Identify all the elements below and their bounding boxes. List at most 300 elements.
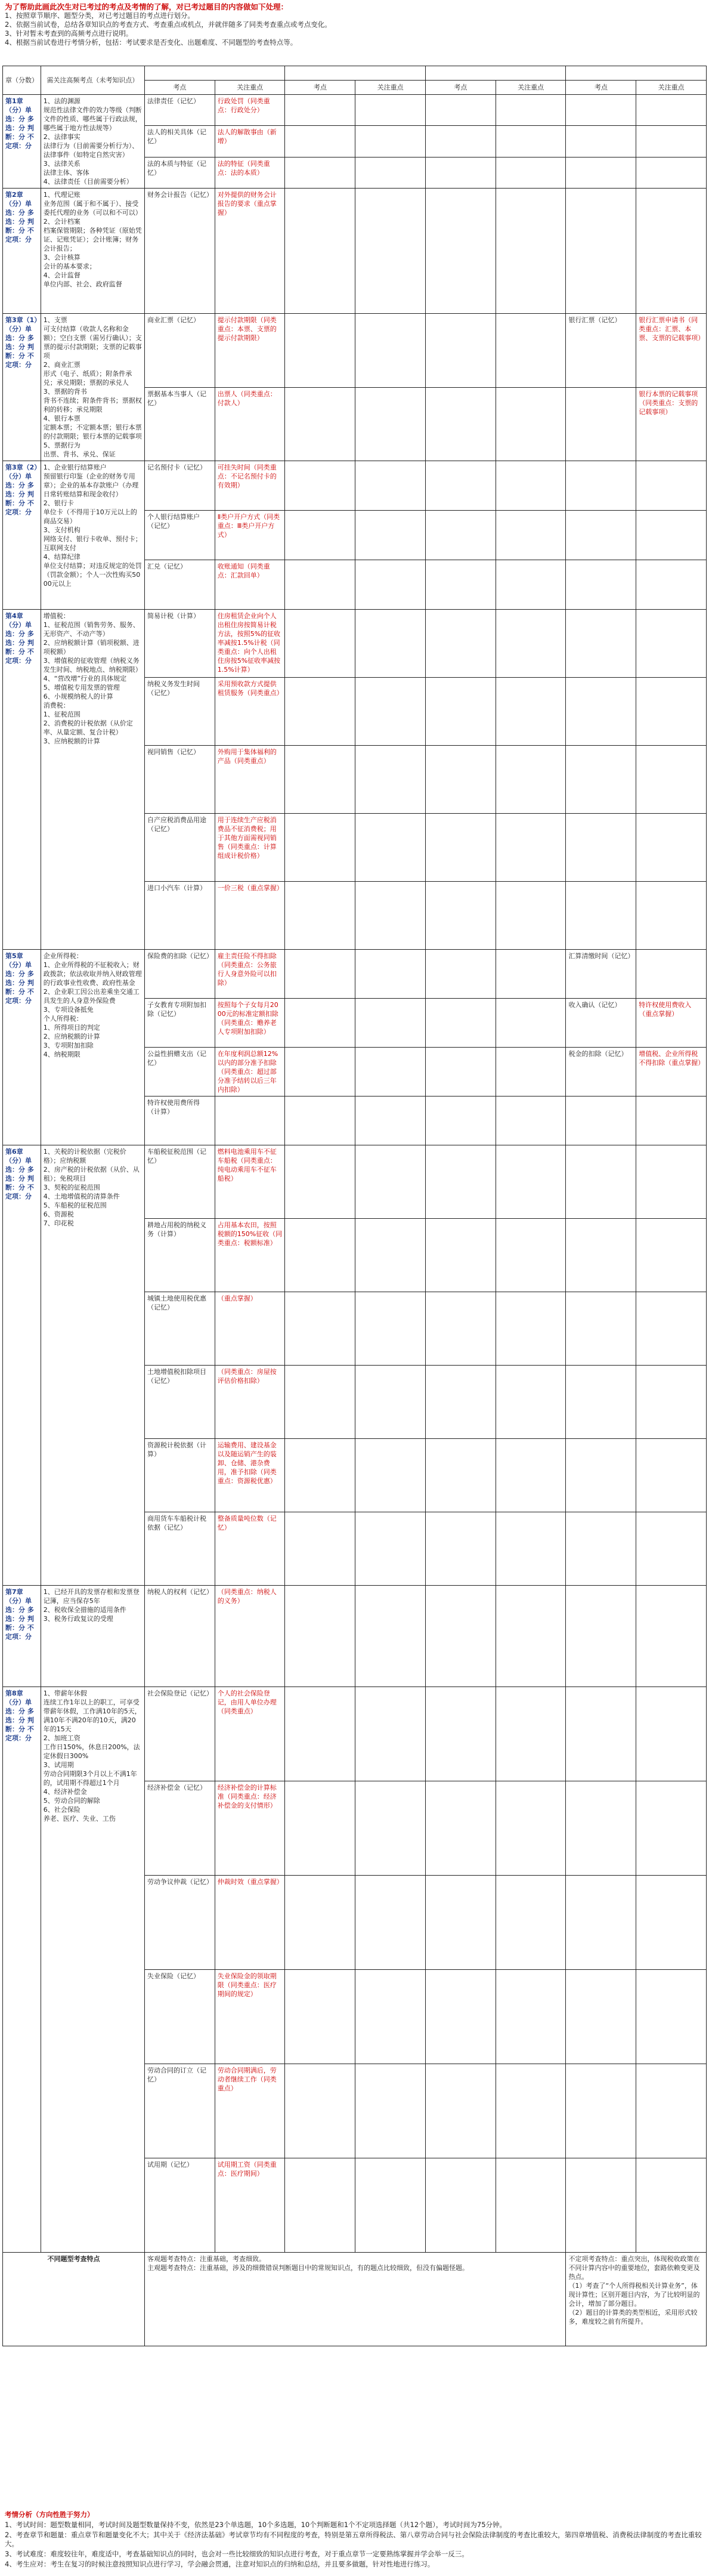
judge-kp-cell [425, 511, 496, 560]
judge-kp-cell [425, 999, 496, 1048]
kp-cell [144, 610, 215, 678]
judge-focus-cell [496, 999, 566, 1048]
judge-kp-cell [425, 610, 496, 678]
indef-kp-cell [566, 2158, 636, 2253]
indef-focus-cell [636, 387, 707, 461]
subheader-focus: 关注重点 [496, 81, 566, 95]
indef-focus-cell [636, 1366, 707, 1439]
focus-cell-text: 一价三税（重点掌握） [217, 884, 283, 892]
multi-kp-cell [285, 1586, 355, 1687]
indef-focus-cell [636, 157, 707, 188]
judge-focus-cell [496, 511, 566, 560]
kp-cell [144, 1439, 215, 1512]
multi-kp-cell [285, 1439, 355, 1512]
multi-kp-cell [285, 678, 355, 746]
multi-kp-cell [285, 126, 355, 157]
judge-focus-cell [496, 1512, 566, 1586]
judge-kp-cell [425, 1439, 496, 1512]
focus-cell-text: 对外提供的财务会计报告的要求（重点掌握） [217, 191, 277, 217]
chapter-cell: 第1章（分）单选：分 多选：分 判断：分 不定项：分 [3, 95, 41, 189]
judge-kp-cell [425, 189, 496, 314]
table-row [3, 189, 707, 314]
indef-focus-cell [636, 511, 707, 560]
footer-title: 考情分析（方向性胜于努力） [5, 2510, 94, 2519]
focus-cell-text: （同类重点：纳税人的义务） [217, 1588, 277, 1605]
kp-cell [144, 126, 215, 157]
kp-cell-text: 记名预付卡（记忆） [147, 464, 206, 471]
multi-focus-cell [355, 1219, 426, 1292]
focus-cell [215, 746, 285, 814]
kp-cell [144, 387, 215, 461]
indef-focus-cell [636, 610, 707, 678]
multi-focus-cell [355, 1586, 426, 1687]
focus-cell [215, 814, 285, 882]
indef-kp-cell [566, 1876, 636, 1970]
multi-kp-cell [285, 1366, 355, 1439]
multi-kp-cell [285, 1219, 355, 1292]
subheader-focus: 关注重点 [636, 81, 707, 95]
multi-kp-cell [285, 950, 355, 999]
focus-cell-text: 雇主责任险不得扣除（同类重点：公务旅行人身意外险可以扣除） [217, 952, 277, 987]
focus-cell [215, 999, 285, 1048]
indef-focus-cell [636, 126, 707, 157]
focus-cell-text: （同类重点：房屋按评估价格扣除） [217, 1368, 277, 1385]
subheader-focus: 关注重点 [215, 81, 285, 95]
header-single: 单选题 [144, 66, 285, 81]
focus-cell-text: 法的特征（同类重点：法的本质） [217, 159, 270, 177]
indef-kp-cell [566, 314, 636, 388]
judge-focus-cell [496, 1781, 566, 1876]
focus-cell [215, 1145, 285, 1219]
indef-kp-cell [566, 882, 636, 950]
table-row [3, 610, 707, 678]
kp-cell [144, 1048, 215, 1097]
kp-cell-text: 财务会计报告（记忆） [147, 191, 213, 199]
indef-kp-cell [566, 95, 636, 126]
kp-cell [144, 950, 215, 999]
multi-focus-cell [355, 126, 426, 157]
multi-focus-cell [355, 1048, 426, 1097]
intro-lead: 为了帮助此画此次生对已考过的考点及考情的了解，对已考过题目的内容做如下处理： [5, 2, 289, 11]
subheader-focus: 关注重点 [355, 81, 426, 95]
judge-focus-cell [496, 1970, 566, 2064]
judge-kp-cell [425, 746, 496, 814]
multi-kp-cell [285, 1097, 355, 1145]
multi-focus-cell [355, 560, 426, 610]
judge-focus-cell [496, 882, 566, 950]
footer-line: 1、考试时间：题型数量相同，考试时间及题型数量保持不变，依然是23个单选题，10个多选题，10个判断题和1个不定项选择题（共12个题），考试时间为75分钟。 [5, 2521, 507, 2529]
kp-cell-text: 自产应税消费品用途（记忆） [147, 816, 206, 833]
kp-cell-text: 商用货车车船税计税依据（记忆） [147, 1515, 206, 1531]
footer-line: 2、考查章节和题量：重点章节和题量变化不大；其中关于《经济法基础》考试章节均有不同程度的考查，特别是第五章所得税法、第八章劳动合同与社会保险法律制度的考查比重较大，第四章增值税、消费税法律制度的考查比重较大。 [5, 2531, 702, 2548]
judge-focus-cell [496, 950, 566, 999]
judge-focus-cell [496, 2064, 566, 2158]
judge-kp-cell [425, 95, 496, 126]
kp-cell-text: 个人银行结算账户（记忆） [147, 513, 200, 530]
judge-kp-cell [425, 1876, 496, 1970]
focus-cell [215, 1366, 285, 1439]
focus-cell [215, 189, 285, 314]
multi-focus-cell [355, 1366, 426, 1439]
focus-cell [215, 1876, 285, 1970]
subheader-kp: 考点 [566, 81, 636, 95]
focus-cell [215, 1048, 285, 1097]
judge-kp-cell [425, 2158, 496, 2253]
indef-focus-cell [636, 560, 707, 610]
kp-cell-text: 视同销售（记忆） [147, 748, 200, 756]
focus-cell-text: Ⅱ类户开户方式（同类重点：Ⅲ类户开户方式） [217, 513, 280, 539]
indef-kp-cell [566, 1512, 636, 1586]
indef-kp-cell [566, 814, 636, 882]
focus-cell-text: 仲裁时效（重点掌握） [217, 1878, 283, 1886]
focus-cell-text: 出票人（同类重点：付款人） [217, 390, 277, 407]
kp-cell-text: 劳动争议仲裁（记忆） [147, 1878, 213, 1886]
diff-label: 不同题型考查特点 [3, 2253, 145, 2346]
focus-cell-text: 行政处罚（同类重点：行政处分） [217, 97, 270, 114]
indef-focus-cell [636, 314, 707, 388]
judge-kp-cell [425, 560, 496, 610]
header-judge: 判断题 [425, 66, 566, 81]
focus-cell [215, 461, 285, 511]
multi-kp-cell [285, 95, 355, 126]
judge-focus-cell [496, 1145, 566, 1219]
header-indef: 不定项选择题 [566, 66, 707, 81]
indef-kp-cell [566, 999, 636, 1048]
subheader-kp: 考点 [144, 81, 215, 95]
chapter-cell: 第2章（分）单选：分 多选：分 判断：分 不定项：分 [3, 189, 41, 314]
kp-cell-text: 法律责任（记忆） [147, 97, 200, 105]
multi-kp-cell [285, 1970, 355, 2064]
focus-cell [215, 2064, 285, 2158]
kp-cell-text: 进口小汽车（计算） [147, 884, 206, 892]
kp-cell [144, 157, 215, 188]
judge-kp-cell [425, 882, 496, 950]
multi-focus-cell [355, 1876, 426, 1970]
judge-kp-cell [425, 1512, 496, 1586]
kp-cell [144, 882, 215, 950]
indef-focus-cell [636, 461, 707, 511]
judge-kp-cell [425, 1145, 496, 1219]
multi-focus-cell [355, 999, 426, 1048]
kp-cell [144, 1366, 215, 1439]
chapter-content-cell: 1、带薪年休假 连续工作1年以上的职工，可享受带薪年休假，工作满10年的5天，满10年不满20年的10天，满20年的15天 2、加班工资 工作日150%，休息日200%，法定休假日300% 3、试用期 劳动合同期限3个月以上不满1年的，试用期不得超过1个月 4、经济补偿金 5、劳动合同的解除 6、社会保险 养老、医疗、失业、工伤 [41, 1687, 144, 2253]
chapter-content-cell: 1、已经开具的发票存根和发票登记簿，应当保存5年 2、税收保全措施的适用条件 3、税务行政复议的受理 [41, 1586, 144, 1687]
focus-cell [215, 387, 285, 461]
judge-focus-cell [496, 95, 566, 126]
kp-cell [144, 1970, 215, 2064]
focus-cell-text: 整备质量吨位数（记忆） [217, 1515, 277, 1531]
indef-kp-cell-text: 汇算清缴时间（记忆） [568, 952, 634, 960]
indef-focus-cell [636, 2158, 707, 2253]
focus-cell [215, 2158, 285, 2253]
indef-focus-cell [636, 1586, 707, 1687]
intro-line: 4、根据当前试卷进行考情分析，包括：考试要求是否变化、出题难度、不同题型的考查特点等。 [5, 38, 298, 47]
indef-focus-cell [636, 1145, 707, 1219]
multi-focus-cell [355, 387, 426, 461]
table-row [3, 95, 707, 126]
kp-cell-text: 法的本质与特征（记忆） [147, 159, 206, 177]
judge-focus-cell [496, 1097, 566, 1145]
kp-cell-text: 试用期（记忆） [147, 2161, 193, 2169]
multi-focus-cell [355, 2064, 426, 2158]
focus-cell [215, 157, 285, 188]
indef-focus-cell-text: 银行本票的记载事项（同类重点：支票的记载事项） [639, 390, 698, 416]
intro-line: 3、针对暂未考查到的高频考点进行说明。 [5, 29, 133, 38]
kp-cell [144, 1781, 215, 1876]
footer-line: 4、考生应对：考生在复习的时候注意按照知识点进行学习，学会融会贯通，注意对知识点的归纳和总结，并且要多做题，针对性地进行练习。 [5, 2560, 435, 2568]
judge-focus-cell [496, 387, 566, 461]
indef-kp-cell [566, 1097, 636, 1145]
multi-focus-cell [355, 95, 426, 126]
kp-cell [144, 2064, 215, 2158]
judge-focus-cell [496, 610, 566, 678]
judge-kp-cell [425, 1366, 496, 1439]
multi-kp-cell [285, 1145, 355, 1219]
focus-cell-text: 按照每个子女每月2000元的标准定额扣除（同类重点：赡养老人专项附加扣除） [217, 1001, 278, 1036]
judge-kp-cell [425, 1048, 496, 1097]
table-row [3, 1687, 707, 1781]
kp-cell [144, 560, 215, 610]
kp-cell-text: 公益性捐赠支出（记忆） [147, 1050, 206, 1067]
indef-kp-cell [566, 461, 636, 511]
focus-cell-text: 失业保险金的领取期限（同类重点：医疗期间的规定） [217, 1972, 277, 1998]
multi-focus-cell [355, 1687, 426, 1781]
judge-kp-cell [425, 387, 496, 461]
kp-cell-text: 法人的相关具体（记忆） [147, 128, 206, 146]
judge-focus-cell [496, 560, 566, 610]
multi-kp-cell [285, 1687, 355, 1781]
indef-kp-cell [566, 1687, 636, 1781]
diff-text: 客观题考查特点：注重基础，考查细致。 主观题考查特点：注重基础，涉及的细微错误判断题目中的常规知识点，有的题点比较细致，但没有偏题怪题。 [144, 2253, 566, 2346]
judge-focus-cell [496, 126, 566, 157]
table-row [3, 950, 707, 999]
chapter-content-cell: 增值税： 1、征税范围（销售劳务、服务、无形资产、不动产等） 2、应纳税额计算（销项税额、进项税额） 3、增值税的征收管理（纳税义务发生时间、纳税地点、纳税期限） 4、“营改增”行业的具体规定 5、增值税专用发票的管理 6、小规模纳税人的计算 消费税： 1、征税范围 2、消费税的计税依据（从价定率、从量定额、复合计税） 3、应纳税额的计算 [41, 610, 144, 950]
chapter-cell: 第3章（2）（分）单选：分 多选：分 判断：分 不定项：分 [3, 461, 41, 610]
kp-cell-text: 纳税义务发生时间（记忆） [147, 680, 200, 697]
kp-cell [144, 1145, 215, 1219]
focus-cell [215, 560, 285, 610]
judge-kp-cell [425, 1781, 496, 1876]
indef-focus-cell [636, 189, 707, 314]
kp-cell [144, 511, 215, 560]
multi-kp-cell [285, 1292, 355, 1366]
kp-cell [144, 1292, 215, 1366]
kp-cell-text: 土地增值税扣除项目（记忆） [147, 1368, 206, 1385]
judge-kp-cell [425, 157, 496, 188]
indef-kp-cell [566, 610, 636, 678]
kp-cell-text: 经济补偿金（记忆） [147, 1784, 206, 1792]
judge-focus-cell [496, 1586, 566, 1687]
table-body [3, 95, 707, 2253]
multi-focus-cell [355, 678, 426, 746]
multi-kp-cell [285, 511, 355, 560]
multi-focus-cell [355, 610, 426, 678]
kp-cell [144, 2158, 215, 2253]
indef-kp-cell-text: 银行汇票（记忆） [568, 316, 621, 324]
kp-cell [144, 189, 215, 314]
multi-kp-cell [285, 999, 355, 1048]
focus-cell-text: 法人的解散事由（新增） [217, 128, 277, 146]
judge-focus-cell [496, 1292, 566, 1366]
chapter-cell: 第8章（分）单选：分 多选：分 判断：分 不定项：分 [3, 1687, 41, 2253]
judge-focus-cell [496, 2158, 566, 2253]
multi-focus-cell [355, 461, 426, 511]
focus-cell [215, 1781, 285, 1876]
chapter-cell: 第5章（分）单选：分 多选：分 判断：分 不定项：分 [3, 950, 41, 1145]
focus-cell [215, 1439, 285, 1512]
multi-focus-cell [355, 746, 426, 814]
focus-cell-text: （重点掌握） [217, 1295, 257, 1302]
indef-kp-cell [566, 157, 636, 188]
kp-cell [144, 1097, 215, 1145]
indef-focus-cell [636, 1970, 707, 2064]
focus-cell-text: 住房租赁企业向个人出租住房按简易计税方法，按照5%的征收率减按1.5%计税（同类重点：向个人出租住房按5%征收率减按1.5%计算） [217, 612, 281, 674]
chapter-content-cell: 1、关税的计税依据（完税价格）；应纳税额 2、房产税的计税依据（从价、从租）；免税项目 3、契税的征税范围 4、土地增值税的清算条件 5、车船税的征税范围 6、资源税 7、印花税 [41, 1145, 144, 1586]
judge-kp-cell [425, 461, 496, 511]
indef-focus-cell [636, 1512, 707, 1586]
multi-focus-cell [355, 1512, 426, 1586]
multi-kp-cell [285, 560, 355, 610]
indef-kp-cell [566, 1145, 636, 1219]
judge-kp-cell [425, 2064, 496, 2158]
focus-cell-text: 提示付款期限（同类重点：本票、支票的提示付款期限） [217, 316, 277, 342]
indef-focus-cell [636, 95, 707, 126]
indef-focus-cell [636, 1048, 707, 1097]
chapter-content-cell: 1、支票 可支付结算（收款人名称和金额）；空白支票（需另行确认）；支票的提示付款期限；支票的记载事项 2、商业汇票 形式（电子、纸质）；附条件承兑；承兑期限；票据的承兑人 3、票据的背书 背书不连续；附条件背书；票据权利的转移；承兑期限 4、银行本票 定额本票；不定额本票；银行本票的付款期限；银行本票的记载事项 5、票据行为 出票、背书、承兑、保证 [41, 314, 144, 461]
indef-kp-cell [566, 1586, 636, 1687]
indef-kp-cell [566, 1292, 636, 1366]
focus-cell [215, 1512, 285, 1586]
indef-focus-cell [636, 1219, 707, 1292]
kp-cell-text: 汇兑（记忆） [147, 563, 187, 570]
focus-cell-text: 外购用于集体福利的产品（同类重点） [217, 748, 277, 765]
chapter-cell: 第7章（分）单选：分 多选：分 判断：分 不定项：分 [3, 1586, 41, 1687]
indef-kp-cell-text: 收入确认（记忆） [568, 1001, 621, 1009]
indef-focus-cell [636, 1687, 707, 1781]
judge-focus-cell [496, 1876, 566, 1970]
focus-cell [215, 511, 285, 560]
indef-kp-cell [566, 1970, 636, 2064]
focus-cell-text: 试用期工资（同类重点：医疗期间） [217, 2161, 277, 2177]
indef-kp-cell [566, 126, 636, 157]
multi-kp-cell [285, 746, 355, 814]
multi-focus-cell [355, 1145, 426, 1219]
intro-line: 1、按照章节顺序、题型分类，对已考过题目的考点进行划分。 [5, 11, 194, 20]
multi-kp-cell [285, 1048, 355, 1097]
table-row [3, 1586, 707, 1687]
kp-cell [144, 999, 215, 1048]
focus-cell [215, 126, 285, 157]
kp-cell [144, 746, 215, 814]
judge-focus-cell [496, 1439, 566, 1512]
indef-kp-cell-text: 税金的扣除（记忆） [568, 1050, 628, 1058]
chapter-cell: 第4章（分）单选：分 多选：分 判断：分 不定项：分 [3, 610, 41, 950]
indef-kp-cell [566, 1048, 636, 1097]
judge-focus-cell [496, 746, 566, 814]
kp-cell [144, 1586, 215, 1687]
table-row [3, 314, 707, 388]
indef-focus-cell [636, 1876, 707, 1970]
multi-kp-cell [285, 2064, 355, 2158]
judge-focus-cell [496, 461, 566, 511]
footer-line: 3、考试难度：难度较往年，难度适中，考查基础知识点的同时，也会对一些比较细致的知识点进行考查，对于重点章节一定要熟练掌握并学会举一反三。 [5, 2550, 469, 2558]
indef-focus-cell [636, 999, 707, 1048]
multi-kp-cell [285, 461, 355, 511]
multi-kp-cell [285, 814, 355, 882]
judge-kp-cell [425, 1292, 496, 1366]
indef-kp-cell [566, 560, 636, 610]
indef-focus-cell-text: 银行汇票申请书（同类重点：汇票、本票、支票的记载事项） [639, 316, 705, 342]
focus-cell-text: 用于连续生产应税消费品不征消费税；用于其他方面需视同销售（同类重点：计算组成计税价格） [217, 816, 277, 860]
multi-kp-cell [285, 1512, 355, 1586]
multi-focus-cell [355, 950, 426, 999]
focus-cell-text: 运输费用、建设基金以及随运销产生的装卸、仓储、港杂费用，准予扣除（同类重点：资源税优惠） [217, 1441, 277, 1485]
judge-kp-cell [425, 1687, 496, 1781]
multi-kp-cell [285, 189, 355, 314]
multi-kp-cell [285, 2158, 355, 2253]
judge-kp-cell [425, 1586, 496, 1687]
indef-kp-cell [566, 1781, 636, 1876]
kp-cell [144, 1219, 215, 1292]
focus-cell-text: 可挂失时间（同类重点：不记名预付卡的有效期） [217, 464, 277, 489]
header-chapter: 章（分数） [3, 66, 41, 95]
multi-kp-cell [285, 157, 355, 188]
indef-kp-cell [566, 1439, 636, 1512]
focus-cell-text: 个人的社会保险登记，由用人单位办理（同类重点） [217, 1689, 277, 1715]
judge-kp-cell [425, 814, 496, 882]
subheader-kp: 考点 [425, 81, 496, 95]
judge-focus-cell [496, 1219, 566, 1292]
kp-cell-text: 简易计税（计算） [147, 612, 200, 620]
multi-focus-cell [355, 1970, 426, 2064]
indef-kp-cell [566, 387, 636, 461]
exam-analysis [5, 2510, 704, 2570]
kp-cell [144, 678, 215, 746]
intro-line: 2、依据当前试卷，总结各章知识点的考查方式、考查重点或机点，并就伴随多了同类考查重点或考点变化。 [5, 20, 332, 29]
exam-points-table [2, 66, 707, 2346]
focus-cell [215, 1970, 285, 2064]
focus-cell-text: 劳动合同期满后，劳动者继续工作（同类重点） [217, 2067, 277, 2092]
kp-cell [144, 95, 215, 126]
indef-focus-cell [636, 678, 707, 746]
indef-focus-cell [636, 814, 707, 882]
multi-kp-cell [285, 387, 355, 461]
multi-focus-cell [355, 1292, 426, 1366]
table-row [3, 1145, 707, 1219]
focus-cell [215, 678, 285, 746]
judge-focus-cell [496, 189, 566, 314]
multi-focus-cell [355, 189, 426, 314]
multi-kp-cell [285, 610, 355, 678]
kp-cell-text: 劳动合同的订立（记忆） [147, 2067, 206, 2083]
indef-kp-cell [566, 1366, 636, 1439]
multi-focus-cell [355, 2158, 426, 2253]
kp-cell [144, 314, 215, 388]
focus-cell [215, 1586, 285, 1687]
focus-cell-text: 在年度利润总额12%以内的部分准予扣除（同类重点：超过部分准予结转以后三年内扣除） [217, 1050, 278, 1094]
judge-kp-cell [425, 1097, 496, 1145]
judge-focus-cell [496, 314, 566, 388]
indef-focus-cell [636, 1097, 707, 1145]
multi-kp-cell [285, 1781, 355, 1876]
multi-focus-cell [355, 314, 426, 388]
focus-cell-text: 采用预收款方式提供租赁服务（同类重点） [217, 680, 283, 697]
indef-kp-cell [566, 678, 636, 746]
chapter-content-cell: 1、企业银行结算账户 预留银行印鉴（企业的财务专用章）；企业的基本存款账户（办理日常转账结算和现金收付） 2、银行卡 单位卡（不得用于10万元以上的商品交易） 3、支付机构 网络支付、银行卡收单、预付卡；互联网支付 4、结算纪律 单位支付结算；对违反规定的处罚（罚款金额）；个人一次性购买5000元以上 [41, 461, 144, 610]
intro [0, 0, 709, 47]
kp-cell-text: 子女教育专项附加扣除（记忆） [147, 1001, 206, 1018]
indef-kp-cell [566, 2064, 636, 2158]
